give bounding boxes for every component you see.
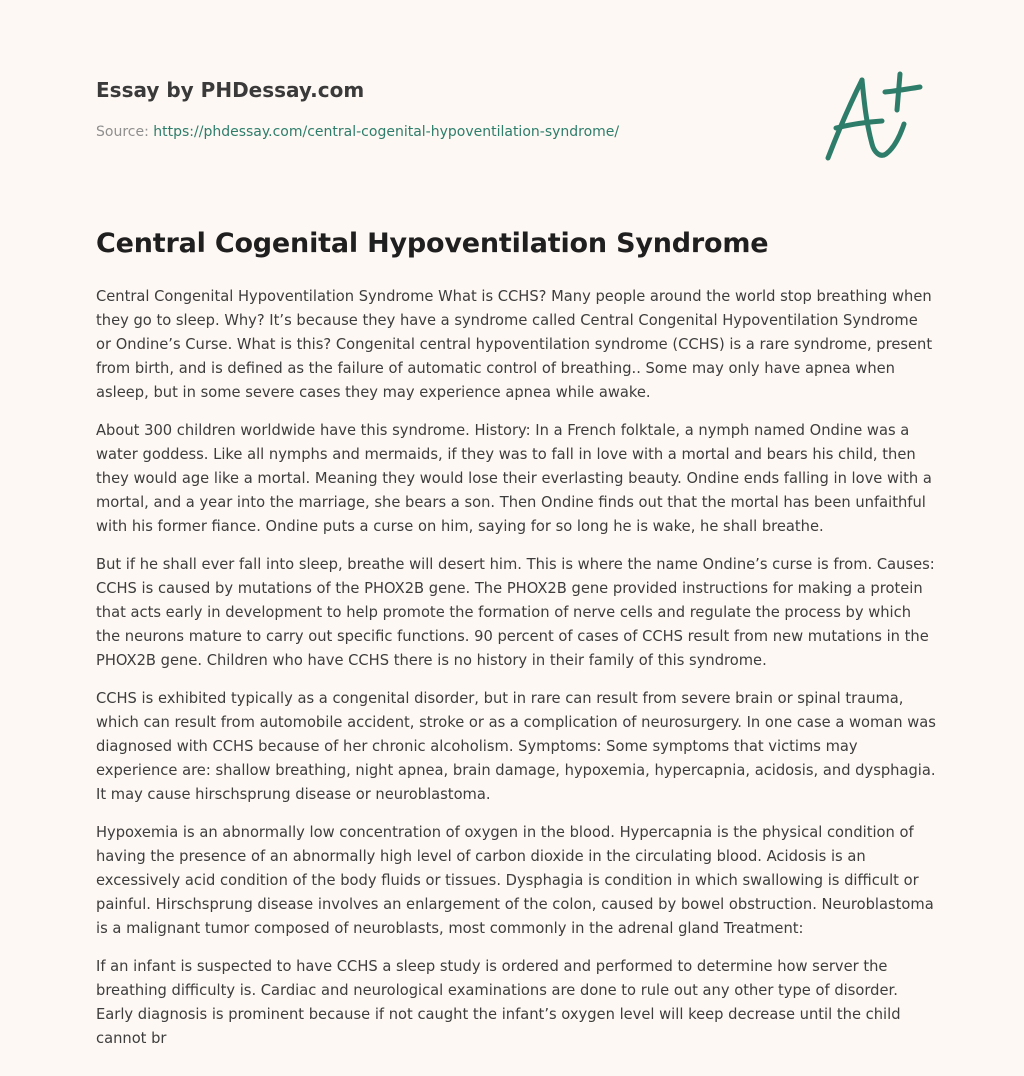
essay-paragraph: CCHS is exhibited typically as a congenital disorder, but in rare can result from severe brain or spinal trauma, which can result from automobile accident, stroke or as a complication of neurosurgery. In one case a woman was diagnosed with CCHS because of her chronic alcoholism. Symptoms: Some symptoms that victims may experience are: shallow breathing, night apnea, brain damage, hypoxemia, hypercapnia, acidosis, and dysphagia. It may cause hirschsprung disease or neuroblastoma. bbox=[96, 690, 936, 803]
essay-body bbox=[96, 285, 936, 1065]
essay-paragraph: Central Congenital Hypoventilation Syndrome What is CCHS? Many people around the world stop breathing when they go to sleep. Why? It’s because they have a syndrome called Central Congenital Hypoventilation Syndrome or Ondine’s Curse. What is this? Congenital central hypoventilation syndrome (CCHS) is a rare syndrome, present from birth, and is defined as the failure of automatic control of breathing.. Some may only have apnea when asleep, but in some severe cases they may experience apnea while awake. bbox=[96, 288, 933, 401]
source-line bbox=[96, 122, 796, 142]
essay-paragraph: About 300 children worldwide have this syndrome. History: In a French folktale, a nymph named Ondine was a water goddess. Like all nymphs and mermaids, if they was to fall in love with a mortal and bears his child, then they would age like a mortal. Meaning they would lose their everlasting beauty. Ondine ends falling in love with a mortal, and a year into the marriage, she bears a son. Then Ondine finds out that the mortal has been unfaithful with his former fiance. Ondine puts a curse on him, saying for so long he is wake, he shall breathe. bbox=[96, 422, 932, 535]
site-brand: Essay by PHDessay.com bbox=[96, 78, 365, 102]
a-plus-grade-icon bbox=[822, 66, 926, 166]
source-link[interactable]: https://phdessay.com/central-cogenital-hypoventilation-syndrome/ bbox=[153, 124, 620, 140]
page-header bbox=[96, 76, 796, 142]
essay-paragraph: Hypoxemia is an abnormally low concentration of oxygen in the blood. Hypercapnia is the physical condition of having the presence of an abnormally high level of carbon dioxide in the circulating blood. Acidosis is an excessively acid condition of the body fluids or tissues. Dysphagia is condition in which swallowing is difficult or painful. Hirschsprung disease involves an enlargement of the colon, caused by bowel obstruction. Neuroblastoma is a malignant tumor composed of neuroblasts, most commonly in the adrenal gland Treatment: bbox=[96, 824, 934, 937]
source-label: Source: bbox=[96, 124, 149, 140]
essay-paragraph: But if he shall ever fall into sleep, breathe will desert him. This is where the name Ondine’s curse is from. Causes: CCHS is caused by mutations of the PHOX2B gene. The PHOX2B gene provided instructions for making a protein that acts early in development to help promote the formation of nerve cells and regulate the process by which the neurons mature to carry out specific functions. 90 percent of cases of CCHS result from new mutations in the PHOX2B gene. Children who have CCHS there is no history in their family of this syndrome. bbox=[96, 556, 935, 669]
essay-title: Central Cogenital Hypoventilation Syndrome bbox=[96, 228, 769, 259]
essay-paragraph: If an infant is suspected to have CCHS a sleep study is ordered and performed to determine how server the breathing difficulty is. Cardiac and neurological examinations are done to rule out any other type of disorder. Early diagnosis is prominent because if not caught the infant’s oxygen level will keep decrease until the child cannot br bbox=[96, 958, 901, 1047]
